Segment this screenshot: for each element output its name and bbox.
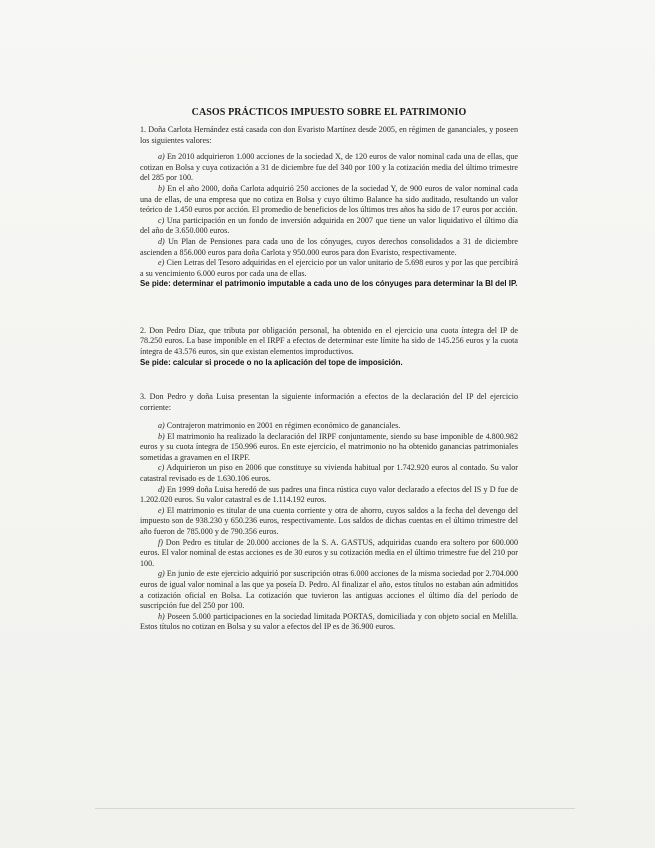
case-3-item-e <box>140 506 518 538</box>
case-3-item-h <box>140 612 518 633</box>
document-title: CASOS PRÁCTICOS IMPUESTO SOBRE EL PATRIMONIO <box>191 107 467 118</box>
page-bottom-rule <box>95 808 575 809</box>
case-3-intro: 3. Don Pedro y doña Luisa presentan la siguiente información a efectos de la declaración del IP del ejercicio corriente: <box>140 391 518 412</box>
item-letter: f) <box>158 537 163 547</box>
case-1-item-c <box>140 216 518 237</box>
case-3-item-g <box>140 569 518 611</box>
case-1-item-b <box>140 184 518 216</box>
case-3-item-f <box>140 538 518 570</box>
item-text: En el año 2000, doña Carlota adquirió 250 acciones de la sociedad Y, de 900 euros de valor nominal cada una de ellas, de una empresa que no cotiza en Bolsa y cuyo último Balance ha sido auditado, resultando un valor teórico de 1.450 euros por acción. El promedio de beneficios de los últimos tres años ha sido de 17 euros por acción. <box>140 183 518 215</box>
case-1-item-a <box>140 152 518 184</box>
case-3-item-a <box>140 421 518 432</box>
item-letter: a) <box>158 421 165 431</box>
item-letter: d) <box>158 484 165 494</box>
item-letter: c) <box>158 215 165 225</box>
item-letter: c) <box>158 463 165 473</box>
item-text: Poseen 5.000 participaciones en la sociedad limitada PORTAS, domiciliada y con objeto social en Melilla. Estos títulos no cotizan en Bolsa y su valor a efectos del IP es de 36.900 euros. <box>140 611 518 632</box>
item-letter: e) <box>158 258 165 268</box>
case-2-task: Se pide: calcular si procede o no la aplicación del tope de imposición. <box>140 357 403 367</box>
case-1-task: Se pide: determinar el patrimonio imputable a cada uno de los cónyuges para determinar la BI del IP. <box>140 279 518 289</box>
item-text: El matrimonio ha realizado la declaración del IRPF conjuntamente, siendo su base imponible de 4.800.982 euros y su cuota íntegra de 150.996 euros. En este ejercicio, el matrimonio no ha obtenido ganancias patrimoniales sometidas a gravamen en el IRPF. <box>140 431 518 462</box>
item-letter: b) <box>158 431 165 441</box>
item-text: El matrimonio es titular de una cuenta corriente y otra de ahorro, cuyos saldos a la fecha del devengo del impuesto son de 938.230 y 650.236 euros, respectivamente. Los saldos de dichas cuentas en el último trimestre del año fueron de 785.000 y de 790.356 euros. <box>140 505 518 537</box>
item-text: Una participación en un fondo de inversión adquirida en 2007 que tiene un valor liquidativo el último día del año de 3.650.000 euros. <box>140 215 518 236</box>
case-1-item-e <box>140 258 518 279</box>
item-text: En 2010 adquirieron 1.000 acciones de la sociedad X, de 120 euros de valor nominal cada una de ellas, que cotizan en Bolsa y cuya cotización a 31 de diciembre fue del 340 por 100 y la cotización media del último trimestre del 285 por 100. <box>140 152 518 183</box>
item-text: Don Pedro es titular de 20.000 acciones de la S. A. GASTUS, adquiridas cuando era soltero por 600.000 euros. El valor nominal de estas acciones es de 30 euros y su cotización media en el último trimestre fue del 210 por 100. <box>140 537 518 568</box>
item-letter: a) <box>158 152 165 162</box>
case-1 <box>140 125 518 290</box>
item-text: Adquirieron un piso en 2006 que constituye su vivienda habitual por 1.742.920 euros al contado. Su valor catastral revisado es de 1.630.106 euros. <box>140 463 518 484</box>
item-letter: b) <box>158 183 165 193</box>
case-2 <box>140 326 518 368</box>
case-1-item-d <box>140 237 518 258</box>
case-1-intro: 1. Doña Carlota Hernández está casada con don Evaristo Martínez desde 2005, en régimen de gananciales, y poseen los siguientes valores: <box>140 125 518 145</box>
case-2-intro: 2. Don Pedro Díaz, que tributa por obligación personal, ha obtenido en el ejercicio una cuota íntegra del IP de 78.250 euros. La base imponible en el IRPF a efectos de determinar este límite ha sido de 145.256 euros y la cuota íntegra de 43.576 euros, sin que existan elementos improductivos. <box>140 325 518 356</box>
document-body <box>140 107 518 633</box>
item-text: En 1999 doña Luisa heredó de sus padres una finca rústica cuyo valor declarado a efectos del IS y D fue de 1.202.020 euros. Su valor catastral es de 1.114.192 euros. <box>140 484 518 505</box>
item-text: En junio de este ejercicio adquirió por suscripción otras 6.000 acciones de la misma sociedad por 2.704.000 euros de igual valor nominal a las que ya poseía D. Pedro. Al finalizar el año, estos títulos no estaban aún admitidos a cotización oficial en Bolsa. La cotización que tuvieron las antiguas acciones el último día del período de suscripción fue del 250 por 100. <box>140 569 518 611</box>
item-letter: h) <box>158 611 165 621</box>
item-text: Contrajeron matrimonio en 2001 en régimen económico de gananciales. <box>164 421 401 431</box>
case-3-item-c <box>140 463 518 484</box>
item-text: Un Plan de Pensiones para cada uno de los cónyuges, cuyos derechos consolidados a 31 de diciembre ascienden a 856.000 euros para doña Carlota y 950.000 euros para don Evaristo, respectivamente. <box>140 236 518 257</box>
item-letter: e) <box>158 505 165 515</box>
case-3 <box>140 392 518 633</box>
item-text: Cien Letras del Tesoro adquiridas en el ejercicio por un valor unitario de 5.698 euros y por las que percibirá a su vencimiento 6.000 euros por cada una de ellas. <box>140 258 518 278</box>
item-letter: d) <box>158 236 165 246</box>
case-3-item-d <box>140 485 518 506</box>
item-letter: g) <box>158 569 165 579</box>
case-3-item-b <box>140 432 518 464</box>
